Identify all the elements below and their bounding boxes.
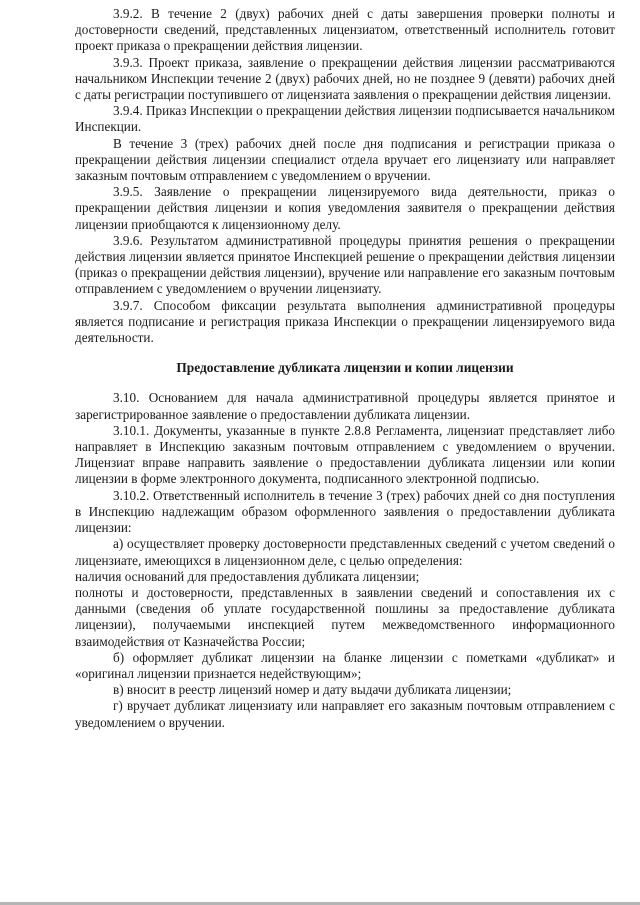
document-page <box>75 6 615 731</box>
paragraph-3-10-2: 3.10.2. Ответственный исполнитель в течение 3 (трех) рабочих дней со дня поступления в Инспекцию надлежащим образом оформленного заявления о предоставлении дубликата лицензии: <box>75 487 615 536</box>
list-item-a-completeness: полноты и достоверности, представленных в заявлении сведений и сопоставления их с данными (сведения об уплате государственной пошлины за предоставление дубликата лицензии), получаемыми инспекцией путем межведомственного информационного взаимодействия от Казначейства России; <box>75 584 615 649</box>
list-item-b: б) оформляет дубликат лицензии на бланке лицензии с пометками «дубликат» и «оригинал лицензии признается недействующим»; <box>75 649 615 681</box>
paragraph-3-9-7: 3.9.7. Способом фиксации результата выполнения административной процедуры является подписание и регистрация приказа Инспекции о прекращении лицензируемого вида деятельности. <box>75 297 615 346</box>
paragraph-3-9-4-delivery: В течение 3 (трех) рабочих дней после дня подписания и регистрации приказа о прекращении действия лицензии специалист отдела вручает его лицензиату или направляет заказным почтовым отправлением с уведомлением о вручении. <box>75 135 615 184</box>
paragraph-3-9-2: 3.9.2. В течение 2 (двух) рабочих дней с даты завершения проверки полноты и достоверности сведений, представленных лицензиатом, ответственный исполнитель готовит проект приказа о прекращении действия лицензии. <box>75 6 615 54</box>
paragraph-3-10: 3.10. Основанием для начала административной процедуры является принятое и зарегистрированное заявление о предоставлении дубликата лицензии. <box>75 390 615 422</box>
paragraph-3-10-1: 3.10.1. Документы, указанные в пункте 2.8.8 Регламента, лицензиат представляет либо направляет в Инспекцию заказным почтовым отправлением с уведомлением о вручении. Лицензиат вправе направить заявление о предоставлении дубликата лицензии или копии лицензии в форме электронного документа, подписанного электронной подписью. <box>75 422 615 487</box>
paragraph-3-9-3: 3.9.3. Проект приказа, заявление о прекращении действия лицензии рассматриваются начальником Инспекции течение 2 (двух) рабочих дней, но не позднее 9 (девяти) рабочих дней с даты регистрации поступившего от лицензиата заявления о прекращении действия лицензии. <box>75 54 615 103</box>
section-heading: Предоставление дубликата лицензии и копии лицензии <box>176 360 514 376</box>
paragraph-3-9-6: 3.9.6. Результатом административной процедуры принятия решения о прекращении действия лицензии является принятое Инспекцией решение о прекращении действия лицензии (приказ о прекращении действия лицензии), вручение или направление его заказным почтовым отправлением с уведомлением о вручении лицензиату. <box>75 232 615 297</box>
list-item-g: г) вручает дубликат лицензиату или направляет его заказным почтовым отправлением с уведомлением о вручении. <box>75 698 615 730</box>
list-item-a-basis: наличия оснований для предоставления дубликата лицензии; <box>75 568 420 584</box>
list-item-a: а) осуществляет проверку достоверности представленных сведений с учетом сведений о лицензиате, имеющихся в лицензионном деле, с целью определения: <box>75 536 615 568</box>
paragraph-3-9-5: 3.9.5. Заявление о прекращении лицензируемого вида деятельности, приказ о прекращении действия лицензии и копия уведомления заявителя о прекращении действия лицензии приобщаются к лицензионному делу. <box>75 184 615 232</box>
paragraph-3-9-4: 3.9.4. Приказ Инспекции о прекращении действия лицензии подписывается начальником Инспекции. <box>75 103 615 135</box>
list-item-v: в) вносит в реестр лицензий номер и дату выдачи дубликата лицензии; <box>113 682 512 698</box>
